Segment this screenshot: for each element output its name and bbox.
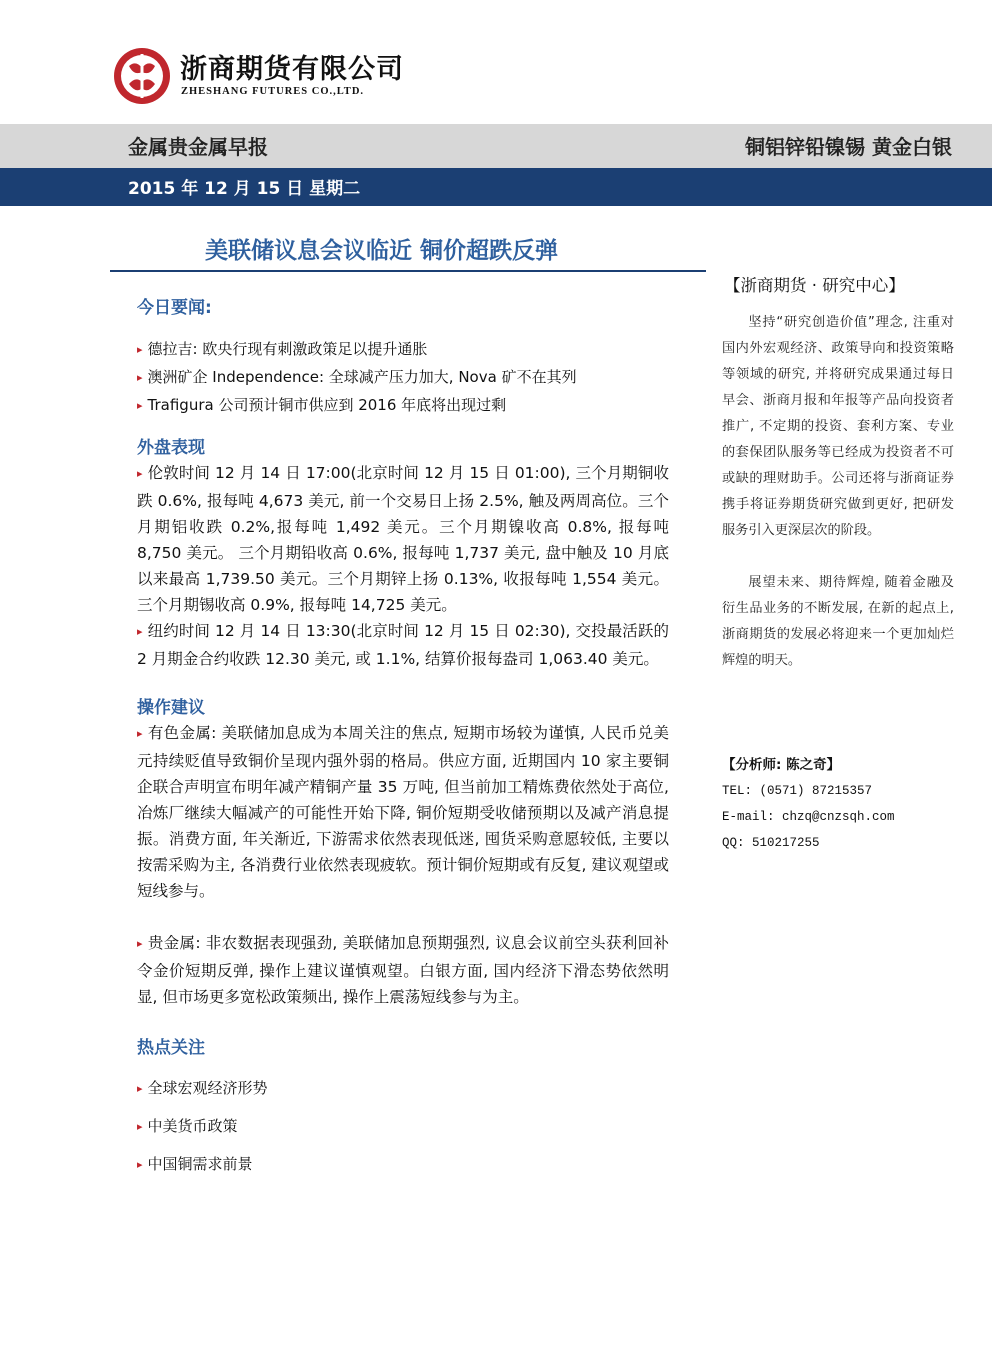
bullet-arrow-icon: ▸ (137, 467, 143, 480)
advice-section-title: 操作建议 (137, 698, 205, 718)
bullet-arrow-icon: ▸ (137, 625, 143, 638)
news-item: ▸ Trafigura 公司预计铜市供应到 2016 年底将出现过剩 (137, 392, 669, 420)
bullet-arrow-icon: ▸ (137, 727, 143, 740)
hot-list (137, 1070, 669, 1184)
report-date: 2015 年 12 月 15 日 星期二 (128, 179, 361, 199)
hot-item: ▸ 中美货币政策 (137, 1108, 669, 1146)
analyst-phone: TEL: (0571) 87215357 (722, 784, 873, 798)
news-section-title: 今日要闻: (137, 298, 212, 318)
bullet-arrow-icon: ▸ (137, 937, 143, 950)
overseas-paragraph-london: ▸ 伦敦时间 12 月 14 日 17:00(北京时间 12 月 15 日 01:00), 三个月期铜收跌 0.6%, 报每吨 4,673 美元, 前一个交易日上扬 2.5%, 触及两周高位。三个月期铝收跌 0.2%,报每吨 1,492 美元。三个月期镍收高 0.8%, 报每吨 8,750 美元。 三个月期铅收高 0.6%, 报每吨 1,737 美元, 盘中触及 10 月底以来最高 1,739.50 美元。三个月期锌上扬 0.13%, 收报每吨 1,554 美元。三个月期锡收高 0.9%, 报每吨 14,725 美元。 (137, 460, 669, 618)
advice-paragraph-precious-metals: ▸ 贵金属: 非农数据表现强劲, 美联储加息预期强烈, 议息会议前空头获利回补令金价短期反弹, 操作上建议谨慎观望。白银方面, 国内经济下滑态势依然明显, 但市场更多宽松政策频出, 操作上震荡短线参与为主。 (137, 930, 669, 1010)
bullet-arrow-icon: ▸ (137, 343, 143, 356)
company-name-en: ZHESHANG FUTURES CO.,LTD. (181, 86, 365, 97)
bullet-arrow-icon: ▸ (137, 1158, 143, 1171)
overseas-paragraph-newyork: ▸ 纽约时间 12 月 14 日 13:30(北京时间 12 月 15 日 02:30), 交投最活跃的 2 月期金合约收跌 12.30 美元, 或 1.1%, 结算价报每盎司 1,063.40 美元。 (137, 618, 669, 672)
research-center-label: 【浙商期货 · 研究中心】 (724, 276, 905, 295)
report-headline: 美联储议息会议临近 铜价超跌反弹 (205, 238, 559, 264)
metals-covered: 铜铝锌铅镍锡 黄金白银 (745, 135, 952, 159)
research-center-intro: 坚持“研究创造价值”理念, 注重对国内外宏观经济、政策导向和投资策略等领域的研究, 并将研究成果通过每日早会、浙商月报和年报等产品向投资者推广, 不定期的投资、套利方案、专业的套保团队服务等已经成为投资者不可或缺的理财助手。公司还将与浙商证券携手将证券期货研究做到更好, 把研发服务引入更深层次的阶段。 (722, 315, 954, 538)
analyst-qq: QQ: 510217255 (722, 836, 820, 850)
hot-item: ▸ 中国铜需求前景 (137, 1146, 669, 1184)
report-type: 金属贵金属早报 (128, 135, 268, 159)
advice-paragraph-base-metals: ▸ 有色金属: 美联储加息成为本周关注的焦点, 短期市场较为谨慎, 人民币兑美元持续贬值导致铜价呈现内强外弱的格局。供应方面, 近期国内 10 家主要铜企联合声明宣布明年减产精铜产量 35 万吨, 但当前加工精炼费依然处于高位, 冶炼厂继续大幅减产的可能性开始下降, 铜价短期受收储预期以及减产消息提振。消费方面, 年关渐近, 下游需求依然表现低迷, 囤货采购意愿较低, 主要以按需采购为主, 各消费行业依然表现疲软。预计铜价短期或有反复, 建议观望或短线参与。 (137, 720, 669, 904)
overseas-section-title: 外盘表现 (137, 438, 205, 458)
main-content (137, 296, 669, 1184)
company-name-cn: 浙商期货有限公司 (180, 54, 404, 85)
research-center-outlook: 展望未来、期待辉煌, 随着金融及衍生品业务的不断发展, 在新的起点上, 浙商期货的发展必将迎来一个更加灿烂辉煌的明天。 (722, 575, 954, 668)
bullet-arrow-icon: ▸ (137, 371, 143, 384)
hot-item: ▸ 全球宏观经济形势 (137, 1070, 669, 1108)
zheshang-logo-icon (112, 46, 172, 106)
news-item: ▸ 德拉吉: 欧央行现有刺激政策足以提升通胀 (137, 336, 669, 364)
news-item: ▸ 澳洲矿企 Independence: 全球减产压力加大, Nova 矿不在其列 (137, 364, 669, 392)
hot-section-title: 热点关注 (137, 1038, 205, 1058)
headline-divider (110, 270, 706, 272)
news-list (137, 336, 669, 420)
bullet-arrow-icon: ▸ (137, 1082, 143, 1095)
bullet-arrow-icon: ▸ (137, 399, 143, 412)
analyst-contact (722, 752, 962, 856)
bullet-arrow-icon: ▸ (137, 1120, 143, 1133)
analyst-email[interactable]: E-mail: chzq@cnzsqh.com (722, 810, 895, 824)
analyst-name: 【分析师: 陈之奇】 (722, 757, 841, 773)
